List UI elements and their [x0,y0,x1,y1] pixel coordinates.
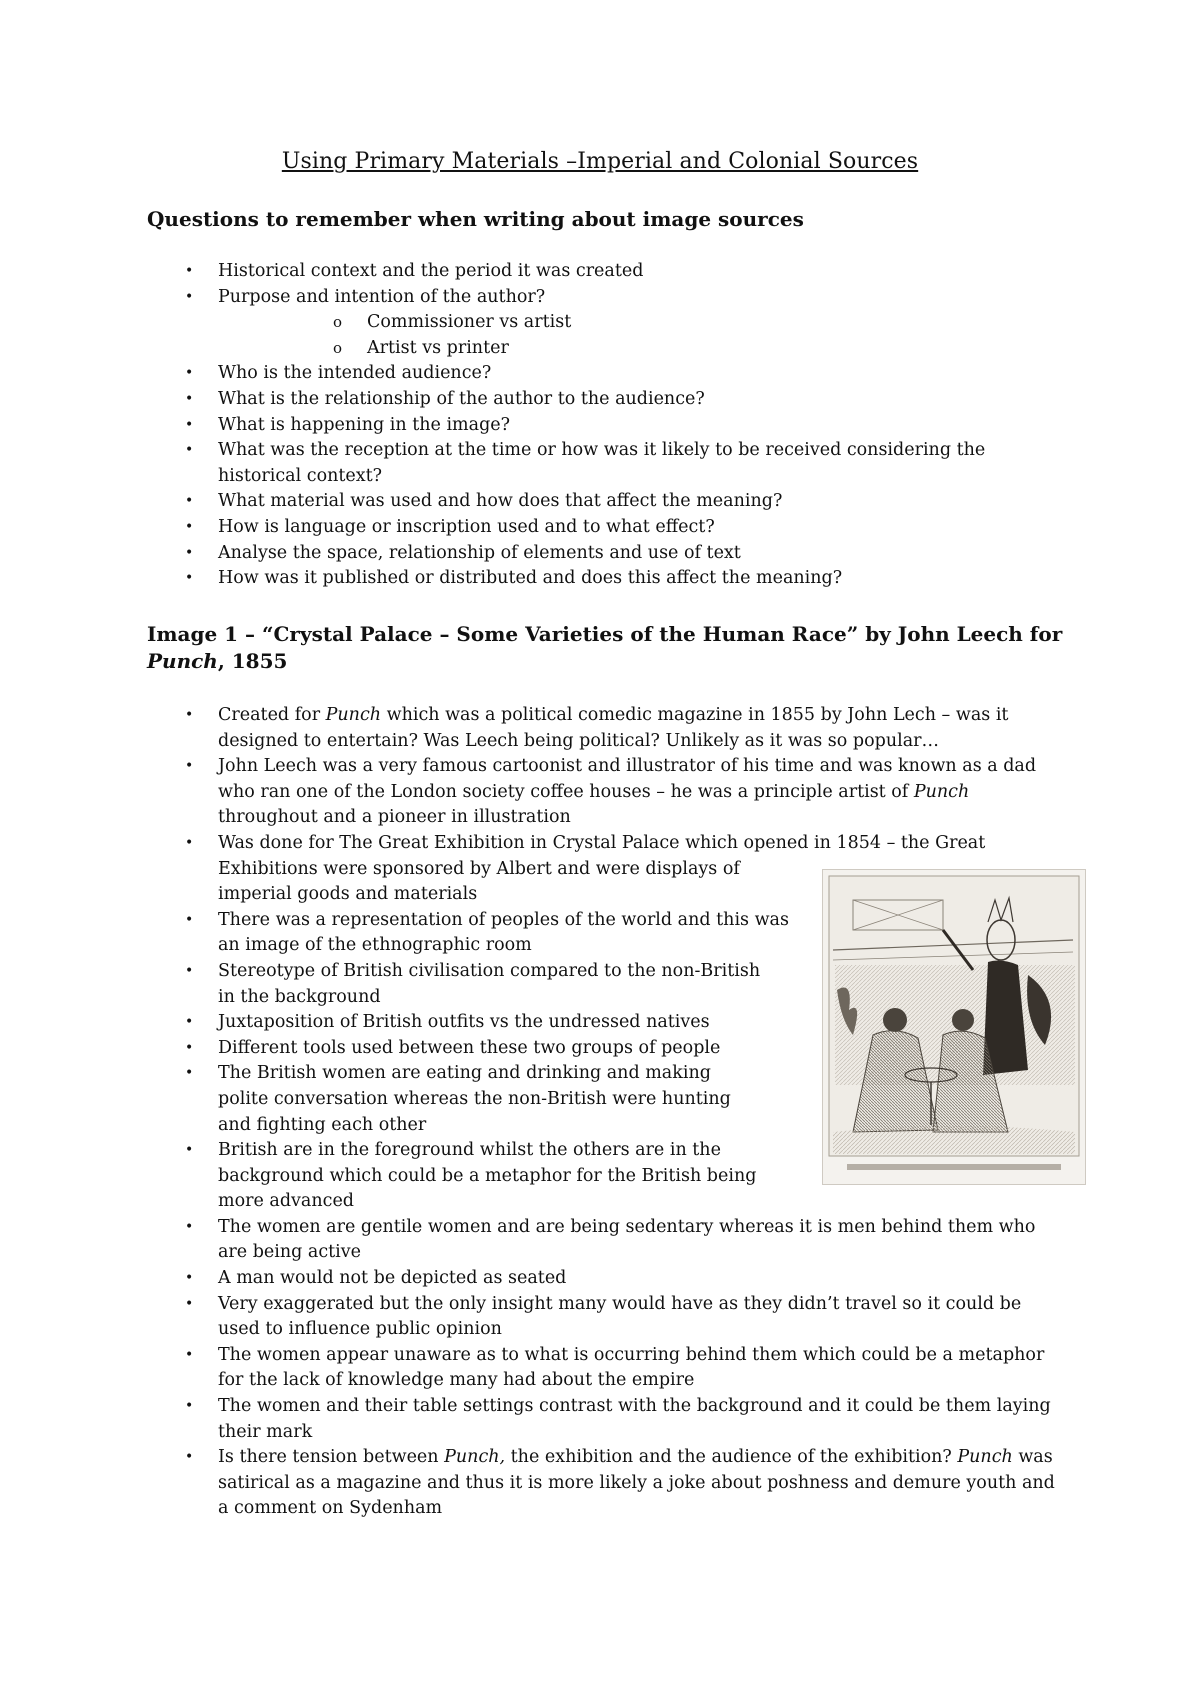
note-text: designed to entertain? Was Leech being political? Unlikely as it was so popular… [218,730,939,751]
note-text: their mark [218,1421,313,1442]
question-item [0,413,1100,439]
question-text: What is happening in the image? [218,414,511,435]
bullet-icon: • [185,544,194,561]
bullet-icon: • [185,263,194,279]
note-text: the exhibition and the audience of the exhibition? [505,1447,958,1468]
note-item [0,1445,1100,1471]
note-item [0,805,1100,831]
note-text: John Leech was a very famous cartoonist and illustrator of his time and was known as a dad [218,756,1037,777]
bullet-icon: • [185,962,194,979]
note-text: who ran one of the London society coffee houses – he was a principle artist of [218,781,914,802]
note-item [0,1240,1100,1266]
question-text: historical context? [218,465,383,486]
note-text: British are in the foreground whilst the others are in the [218,1140,721,1161]
note-text: an image of the ethnographic room [218,935,532,956]
note-item [0,703,1100,729]
question-text: Artist vs printer [367,337,509,358]
question-text: Historical context and the period it was created [218,261,644,281]
question-text: How was it published or distributed and does this affect the meaning? [218,568,843,589]
note-item [0,831,1100,857]
note-text: was [1012,1447,1053,1468]
note-text: throughout and a pioneer in illustration [218,807,571,828]
bullet-icon: • [185,493,194,510]
question-text: What material was used and how does that affect the meaning? [218,491,783,512]
note-item [0,1471,1100,1497]
image-heading-publication: Punch [147,649,218,673]
bullet-icon: • [185,1039,194,1056]
note-item [0,1496,1100,1522]
cartoon-drawing [823,870,1085,1184]
question-text: Purpose and intention of the author? [218,286,546,307]
note-text: Stereotype of British civilisation compared to the non-British [218,960,761,981]
note-item [0,1292,1100,1318]
bullet-icon: • [185,1398,194,1415]
note-item [0,1266,1100,1292]
note-text-italic: Punch [325,705,382,725]
sub-bullet-icon: o [333,338,343,357]
bullet-icon: • [185,1142,194,1159]
note-text-italic: Punch [957,1447,1013,1468]
note-text: Different tools used between these two groups of people [218,1037,721,1058]
note-text: more advanced [218,1191,355,1212]
bullet-icon: • [185,288,194,305]
note-text: A man would not be depicted as seated [218,1268,567,1289]
note-text: Juxtaposition of British outfits vs the undressed natives [218,1012,710,1033]
note-text: are being active [218,1242,362,1263]
questions-heading: Questions to remember when writing about image sources [147,207,804,231]
note-text: and fighting each other [218,1114,427,1135]
bullet-icon: • [185,390,194,407]
questions-list [0,259,1100,592]
bullet-icon: • [185,758,194,775]
note-text: Was done for The Great Exhibition in Crystal Palace which opened in 1854 – the Great [218,832,986,853]
bullet-icon: • [185,365,194,382]
note-item [0,1215,1100,1241]
note-text: The women appear unaware as to what is occurring behind them which could be a metaphor [218,1344,1045,1365]
note-item [0,1420,1100,1446]
note-text: The women and their table settings contrast with the background and it could be them laying [218,1396,1051,1417]
page-title: Using Primary Materials –Imperial and Colonial Sources [281,149,919,174]
sub-bullet-icon: o [333,313,343,332]
question-text: What is the relationship of the author to the audience? [218,388,705,409]
question-item [0,310,1100,336]
note-text: The women are gentile women and are being sedentary whereas it is men behind them who [218,1216,1036,1237]
bullet-icon: • [185,1014,194,1031]
bullet-icon: • [185,707,194,723]
bullet-icon: • [185,442,194,459]
question-item [0,566,1100,592]
question-item [0,285,1100,311]
question-item [0,387,1100,413]
question-item [0,336,1100,362]
question-text: What was the reception at the time or how was it likely to be received considering the [218,440,986,461]
question-item [0,489,1100,515]
question-item [0,438,1100,464]
image-heading-year: , 1855 [217,649,288,673]
note-text: a comment on Sydenham [218,1498,443,1519]
note-text: in the background [218,986,381,1007]
question-item [0,259,1100,285]
note-text: Is there tension between [218,1447,445,1468]
note-item [0,780,1100,806]
bullet-icon: • [185,570,194,587]
bullet-icon: • [185,1449,194,1466]
bullet-icon: • [185,1065,194,1082]
note-item [0,1189,1100,1215]
question-text: How is language or inscription used and to what effect? [218,516,715,537]
bullet-icon: • [185,834,194,851]
bullet-icon: • [185,1346,194,1363]
note-item [0,1317,1100,1343]
image-heading [147,621,1067,675]
image-heading-line1: Image 1 – “Crystal Palace – Some Varieties of the Human Race” by John Leech for [147,622,1063,646]
question-text: Analyse the space, relationship of elements and use of text [218,542,741,563]
question-text: Commissioner vs artist [367,312,572,333]
note-text: imperial goods and materials [218,884,478,905]
note-item [0,754,1100,780]
note-item [0,1368,1100,1394]
bullet-icon: • [185,1295,194,1312]
question-item [0,361,1100,387]
note-text: background which could be a metaphor for the British being [218,1165,757,1186]
note-item [0,729,1100,755]
question-text: Who is the intended audience? [218,363,492,384]
bullet-icon: • [185,518,194,535]
note-text: used to influence public opinion [218,1319,502,1340]
note-text-italic: Punch, [444,1447,506,1468]
note-text: polite conversation whereas the non-British were hunting [218,1088,731,1109]
question-item [0,515,1100,541]
question-item [0,464,1100,490]
note-text: The British women are eating and drinking and making [218,1063,711,1084]
bullet-icon: • [185,1270,194,1287]
note-text: Created for [218,705,326,725]
note-text: satirical as a magazine and thus it is more likely a joke about poshness and demure youth and [218,1472,1055,1493]
note-text: for the lack of knowledge many had about the empire [218,1370,695,1391]
question-item [0,541,1100,567]
note-text: There was a representation of peoples of the world and this was [218,909,789,930]
note-item [0,1343,1100,1369]
note-text: Exhibitions were sponsored by Albert and were displays of [218,858,740,879]
note-text: which was a political comedic magazine in 1855 by John Lech – was it [381,705,1009,725]
note-text: Very exaggerated but the only insight many would have as they didn’t travel so it could be [218,1293,1022,1314]
note-item [0,1394,1100,1420]
bullet-icon: • [185,1218,194,1235]
bullet-icon: • [185,416,194,433]
note-text-italic: Punch [913,781,970,802]
bullet-icon: • [185,911,194,928]
cartoon-illustration [822,869,1086,1185]
